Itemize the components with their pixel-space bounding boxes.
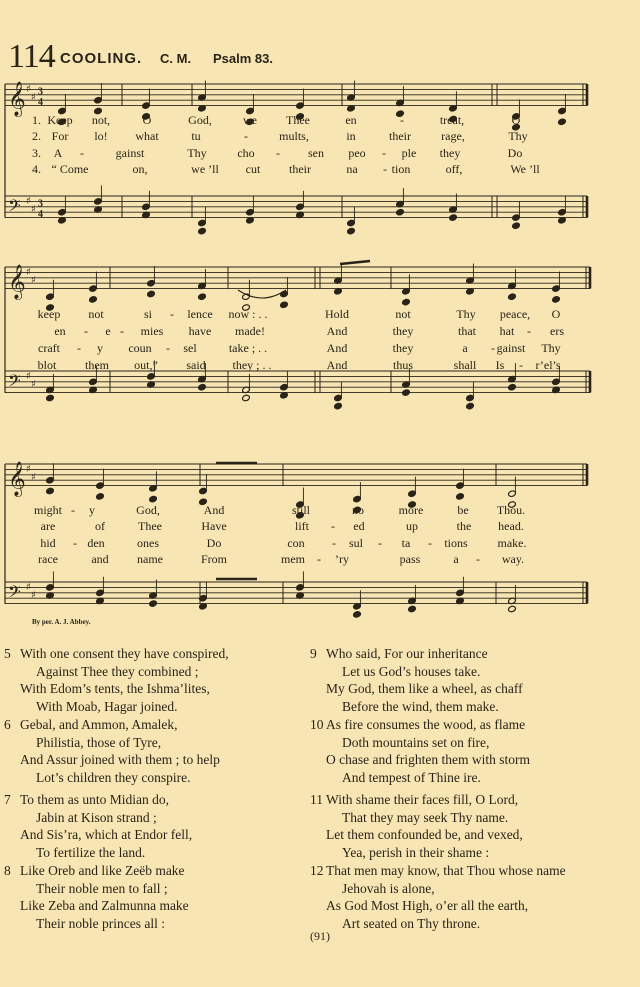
stanza-line (4, 645, 229, 663)
lyric-syllable: - (170, 307, 174, 321)
lyric-syllable: - (400, 113, 404, 127)
lyric-syllable: of (95, 519, 105, 533)
key-signature-sharp-icon: ♯ (26, 267, 31, 279)
lyric-syllable: And (203, 503, 225, 517)
stanza-text: Their noble princes all : (36, 915, 165, 931)
notehead (552, 296, 561, 303)
stanza-line (20, 826, 192, 844)
lyric-syllable: Thy (508, 129, 528, 143)
page-number: (91) (310, 929, 330, 943)
lyric-syllable: 2. (32, 129, 41, 143)
stanza-number: 5 (4, 646, 11, 661)
lyric-syllable: - (428, 536, 432, 550)
time-signature-bottom: 4 (38, 97, 43, 109)
stanza-text: With Edom’s tents, the Ishma’lites, (20, 681, 210, 697)
lyric-syllable: they (392, 341, 414, 355)
lyric-syllable: den (87, 536, 105, 550)
lyric-syllable: their (289, 162, 311, 176)
lyric-syllable: - (519, 358, 523, 372)
lyric-syllable: lo! (94, 129, 108, 143)
lyric-syllable: We ’ll (510, 162, 540, 176)
lyric-syllable: 4. (32, 162, 41, 176)
lyric-syllable: tion (391, 162, 411, 176)
lyric-syllable: they (392, 324, 414, 338)
stanza-line (326, 698, 523, 716)
key-signature-sharp-icon: ♯ (26, 582, 31, 594)
key-signature-sharp-icon: ♯ (31, 92, 36, 104)
beam (340, 261, 370, 264)
lyric-syllable: - (332, 536, 336, 550)
lyric-syllable: more (398, 503, 424, 517)
notehead (149, 600, 158, 607)
notehead (396, 209, 405, 216)
stanza-text: Gebal, and Ammon, Amalek, (20, 717, 178, 732)
stanza-9 (310, 645, 523, 715)
stanza-text: Like Oreb and like Zeëb make (20, 863, 185, 878)
lyric-syllable: - (166, 341, 170, 355)
notehead (198, 227, 207, 234)
lyric-syllable: ta (401, 536, 411, 550)
lyric-syllable: cho (237, 146, 255, 160)
stanza-7 (4, 791, 193, 861)
lyric-syllable: their (389, 129, 411, 143)
lyric-syllable: hid (40, 536, 56, 550)
stanza-line (326, 663, 523, 681)
stanza-number: 6 (4, 717, 11, 732)
stanza-text: With Moab, Hagar joined. (36, 698, 178, 714)
lyric-syllable: race (38, 552, 58, 566)
notehead (46, 487, 55, 494)
lyric-syllable: them (85, 358, 109, 372)
lyric-syllable: Thou. (496, 503, 526, 517)
stanza-text: O chase and frighten them with storm (326, 752, 530, 768)
stanza-line (20, 680, 229, 698)
lyric-syllable: they (439, 146, 461, 160)
stanza-line (326, 680, 523, 698)
lyric-syllable: hat (499, 324, 515, 338)
treble-clef-icon: 𝄞 (8, 264, 26, 300)
stanza-text: Doth mountains set on fire, (342, 734, 490, 750)
lyric-syllable: si (143, 307, 153, 321)
stanza-line (326, 844, 523, 862)
lyric-syllable: Thy (541, 341, 561, 355)
stanza-text: With one consent they have conspired, (20, 646, 229, 661)
notehead (508, 605, 517, 612)
key-signature-sharp-icon: ♯ (26, 196, 31, 208)
key-signature-sharp-icon: ♯ (31, 590, 36, 602)
key-signature-sharp-icon: ♯ (31, 472, 36, 484)
lyric-syllable: na (346, 162, 358, 176)
lyric-syllable: and (91, 552, 109, 566)
key-signature-sharp-icon: ♯ (26, 464, 31, 476)
lyric-syllable: lence (187, 307, 213, 321)
tune-name: COOLING. (60, 50, 143, 67)
lyric-syllable: sel (183, 341, 197, 355)
lyric-syllable: that (458, 324, 476, 338)
notehead (508, 384, 517, 391)
stanza-text: That they may seek Thy name. (342, 809, 509, 825)
lyric-syllable: be (457, 503, 469, 517)
stanza-line (20, 897, 189, 915)
treble-clef-icon: 𝄞 (8, 461, 26, 497)
stanza-text: Against Thee they combined ; (36, 663, 199, 679)
lyric-syllable: Do (507, 146, 523, 160)
lyric-syllable: sul (348, 536, 364, 550)
stanza-text: Before the wind, them make. (342, 698, 499, 714)
lyric-syllable: “ Come (51, 162, 89, 176)
lyric-syllable: O (511, 113, 521, 127)
stanza-10 (310, 716, 530, 786)
lyric-syllable: For (51, 129, 69, 143)
lyric-syllable: peo (348, 146, 366, 160)
stanza-text: Their noble men to fall ; (36, 880, 168, 896)
stanza-text: Who said, For our inheritance (326, 646, 488, 661)
key-signature-sharp-icon: ♯ (26, 84, 31, 96)
lyric-syllable: treat, (439, 113, 465, 127)
lyric-syllable: - (491, 341, 495, 355)
lyric-syllable: no (352, 503, 364, 517)
lyric-syllable: Thee (286, 113, 310, 127)
lyric-syllable: made! (235, 324, 265, 338)
lyric-syllable: r’el’s (535, 358, 561, 372)
meter: C. M. (160, 51, 192, 66)
notehead (347, 227, 356, 234)
lyric-syllable: en (345, 113, 357, 127)
lyric-syllable: now : . . (228, 307, 268, 321)
notehead (242, 394, 251, 401)
lyric-syllable: ers (550, 324, 564, 338)
lyric-syllable: And (326, 324, 348, 338)
stanza-text: Yea, perish in their shame : (342, 844, 490, 860)
lyric-syllable: And (326, 341, 348, 355)
stanza-number: 7 (4, 792, 11, 807)
stanza-11 (310, 791, 523, 861)
lyric-syllable: pass (399, 552, 421, 566)
notehead (46, 394, 55, 401)
lyric-syllable: name (137, 552, 163, 566)
stanza-number: 9 (310, 646, 317, 661)
stanza-line (310, 645, 523, 663)
notehead (449, 214, 458, 221)
credit: By per. A. J. Abbey. (32, 618, 91, 626)
notehead (353, 611, 362, 618)
lyric-syllable: a (453, 552, 459, 566)
lyric-syllable: keep (37, 307, 61, 321)
lyric-syllable: God, (136, 503, 160, 517)
lyric-syllable: y (89, 503, 95, 517)
stanza-line (20, 809, 192, 827)
lyric-syllable: rage, (441, 129, 465, 143)
stanza-text: Jehovah is alone, (342, 880, 435, 896)
stanza-line (20, 751, 220, 769)
stanza-line (326, 734, 530, 752)
notehead (558, 118, 567, 125)
lyric-syllable: - (80, 146, 84, 160)
lyric-syllable: have (188, 324, 212, 338)
bass-clef-icon: 𝄢 (8, 581, 21, 606)
lyric-syllable: we (243, 113, 257, 127)
lyric-syllable: craft (38, 341, 60, 355)
lyric-syllable: en (54, 324, 66, 338)
lyric-syllable: make. (497, 536, 527, 550)
time-signature-top: 3 (38, 86, 43, 98)
lyric-syllable: ple (401, 146, 417, 160)
lyric-syllable: mies (140, 324, 164, 338)
lyric-syllable: not (88, 307, 104, 321)
notehead (334, 402, 343, 409)
stanza-line (4, 791, 192, 809)
stanza-line (20, 698, 229, 716)
stanza-number: 11 (310, 792, 323, 807)
lyric-syllable: not, (91, 113, 111, 127)
lyric-syllable: Have (201, 519, 227, 533)
lyric-syllable: said (186, 358, 206, 372)
notehead (89, 296, 98, 303)
stanza-line (326, 826, 523, 844)
tie-curve (238, 290, 286, 298)
lyric-syllable: up (406, 519, 418, 533)
notehead (198, 384, 207, 391)
lyric-syllable: mults, (279, 129, 309, 143)
notehead (466, 402, 475, 409)
lyric-syllable: tions (444, 536, 468, 550)
lyric-syllable: O (142, 113, 152, 127)
lyric-syllable: still (291, 503, 311, 517)
notehead (512, 222, 521, 229)
notehead (402, 298, 411, 305)
stanza-text: And Sis’ra, which at Endor fell, (20, 827, 193, 843)
lyric-syllable: con (287, 536, 305, 550)
stanza-text: Philistia, those of Tyre, (36, 734, 162, 750)
stanza-text: Lot’s children they conspire. (36, 769, 191, 785)
stanza-line (326, 897, 566, 915)
lyric-syllable: Thy (456, 307, 476, 321)
lyric-syllable: - (73, 536, 77, 550)
stanza-text: As fire consumes the wood, as flame (326, 717, 526, 732)
stanza-text: And tempest of Thine ire. (342, 769, 481, 785)
key-signature-sharp-icon: ♯ (31, 379, 36, 391)
lyric-syllable: cut (245, 162, 261, 176)
stanza-number: 8 (4, 863, 11, 878)
lyric-syllable: From (200, 552, 228, 566)
stanza-line (310, 791, 523, 809)
lyric-syllable: ed (353, 519, 365, 533)
lyric-syllable: shall (453, 358, 477, 372)
lyric-syllable: tu (191, 129, 201, 143)
lyric-syllable: - (383, 162, 387, 176)
stanza-number: 12 (310, 863, 324, 878)
lyric-syllable: peace, (499, 307, 531, 321)
stanza-text: And Assur joined with them ; to help (20, 752, 220, 768)
lyric-syllable: - (527, 324, 531, 338)
stanza-line (310, 716, 530, 734)
psalm-reference: Psalm 83. (213, 51, 273, 66)
lyric-syllable: we ’ll (191, 162, 219, 176)
notehead (456, 493, 465, 500)
stanza-number: 10 (310, 717, 324, 732)
lyric-syllable: O (551, 307, 561, 321)
lyric-syllable: gainst (496, 341, 526, 355)
key-signature-sharp-icon: ♯ (31, 204, 36, 216)
lyric-syllable: blot (37, 358, 57, 372)
lyric-syllable: thus (392, 358, 414, 372)
lyric-syllable: ones (137, 536, 159, 550)
lyric-syllable: - (71, 503, 75, 517)
stanza-text: With shame their faces fill, O Lord, (326, 792, 519, 807)
lyric-syllable: the (456, 519, 472, 533)
lyric-syllable: might (33, 503, 63, 517)
stanza-text: My God, them like a wheel, as chaff (326, 681, 523, 697)
lyric-syllable: are (40, 519, 56, 533)
stanza-line (20, 734, 220, 752)
stanza-line (326, 769, 530, 787)
lyric-syllable: y (97, 341, 103, 355)
notehead (280, 301, 289, 308)
lyric-syllable: out,” (134, 358, 158, 372)
lyric-syllable: on, (132, 162, 148, 176)
lyric-syllable: sen (308, 146, 324, 160)
treble-clef-icon: 𝄞 (8, 81, 26, 117)
lyric-syllable: Keep (47, 113, 73, 127)
lyric-syllable: - (317, 552, 321, 566)
lyric-syllable: not (395, 307, 411, 321)
lyric-syllable: Do (206, 536, 222, 550)
stanza-line (4, 862, 189, 880)
stanza-text: To them as unto Midian do, (20, 792, 170, 807)
lyric-syllable: Thee (138, 519, 162, 533)
stanza-12 (310, 862, 566, 932)
hymn-number: 114 (8, 38, 55, 75)
lyric-syllable: lift (295, 519, 309, 533)
lyric-syllable: off, (445, 162, 463, 176)
bass-clef-icon: 𝄢 (8, 370, 21, 395)
lyric-syllable: a (462, 341, 468, 355)
stanza-5 (4, 645, 229, 715)
stanza-text: To fertilize the land. (36, 844, 146, 860)
stanza-text: Like Zeba and Zalmunna make (20, 898, 189, 914)
lyric-syllable: 1. (32, 113, 41, 127)
lyric-syllable: - (77, 341, 81, 355)
time-signature-bottom: 4 (38, 209, 43, 221)
lyric-syllable: - (382, 146, 386, 160)
lyric-syllable: ’ry (335, 552, 349, 566)
notehead (408, 605, 417, 612)
lyric-syllable: what (135, 129, 159, 143)
stanza-text: Jabin at Kison strand ; (36, 809, 157, 825)
stanza-line (20, 769, 220, 787)
notehead (96, 493, 105, 500)
lyric-syllable: coun (128, 341, 152, 355)
lyric-syllable: take ; . . (228, 341, 268, 355)
lyric-syllable: - (378, 536, 382, 550)
stanza-line (326, 880, 566, 898)
lyric-syllable: Is (495, 358, 505, 372)
notehead (508, 293, 517, 300)
lyric-syllable: - (244, 129, 248, 143)
stanza-line (310, 862, 566, 880)
lyric-syllable: - (476, 552, 480, 566)
lyric-syllable: God, (188, 113, 212, 127)
lyric-syllable: way. (501, 552, 525, 566)
lyric-syllable: in (346, 129, 356, 143)
time-signature-top: 3 (38, 198, 43, 210)
bass-clef-icon: 𝄢 (8, 195, 21, 220)
stanza-line (326, 751, 530, 769)
lyric-syllable: - (120, 324, 124, 338)
lyric-syllable: 3. (32, 146, 41, 160)
lyric-syllable: And (326, 358, 348, 372)
stanza-line (20, 844, 192, 862)
lyric-syllable: head. (498, 519, 524, 533)
stanza-6 (4, 716, 220, 786)
lyric-syllable: e (105, 324, 111, 338)
stanza-line (20, 663, 229, 681)
notehead (149, 495, 158, 502)
stanza-text: That men may know, that Thou whose name (326, 863, 566, 878)
stanza-text: Art seated on Thy throne. (342, 915, 481, 931)
stanza-line (326, 809, 523, 827)
lyric-syllable: gainst (115, 146, 145, 160)
lyric-syllable: mem (281, 552, 305, 566)
notehead (402, 389, 411, 396)
stanza-text: Let them confounded be, and vexed, (326, 827, 523, 843)
key-signature-sharp-icon: ♯ (31, 275, 36, 287)
lyric-syllable: A (53, 146, 63, 160)
notehead (198, 293, 207, 300)
lyric-syllable: they ; . . (232, 358, 272, 372)
lyric-syllable: - (84, 324, 88, 338)
lyric-syllable: - (331, 519, 335, 533)
stanza-line (4, 716, 220, 734)
stanza-8 (4, 862, 189, 932)
lyric-syllable: - (276, 146, 280, 160)
notehead (147, 290, 156, 297)
lyric-syllable: Thy (187, 146, 207, 160)
stanza-text: As God Most High, o’er all the earth, (326, 898, 529, 914)
key-signature-sharp-icon: ♯ (26, 371, 31, 383)
stanza-line (20, 880, 189, 898)
stanza-text: Let us God’s houses take. (342, 663, 481, 679)
lyric-syllable: Hold (325, 307, 349, 321)
